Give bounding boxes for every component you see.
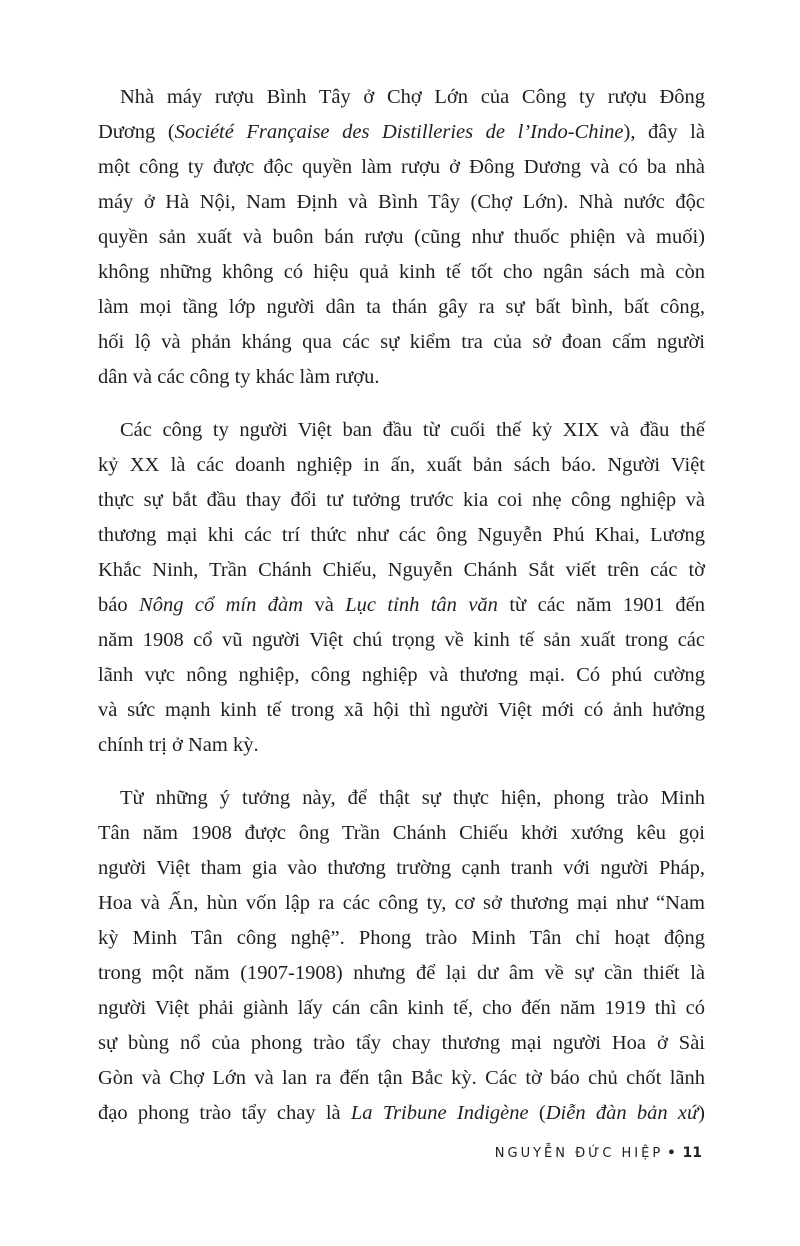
- text-line: [98, 220, 705, 255]
- text-run: Từ những ý tưởng này, để thật sự thực hiện, phong trào Minh: [120, 787, 705, 809]
- text-run: Nhà máy rượu Bình Tây ở Chợ Lớn của Công ty rượu Đông: [120, 86, 705, 108]
- text-line: [98, 1061, 705, 1096]
- text-run: làm mọi tầng lớp người dân ta thán gây ra sự bất bình, bất công,: [98, 296, 705, 318]
- text-run: Hoa và Ấn, hùn vốn lập ra các công ty, cơ sở thương mại như “Nam: [98, 892, 705, 914]
- text-line: [98, 483, 705, 518]
- text-line: [98, 781, 705, 816]
- text-run: Gòn và Chợ Lớn và lan ra đến tận Bắc kỳ. Các tờ báo chủ chốt lãnh: [98, 1067, 705, 1089]
- text-line: [98, 150, 705, 185]
- text-line: [98, 623, 705, 658]
- text-line: [98, 518, 705, 553]
- text-line: [98, 553, 705, 588]
- text-line: [98, 115, 705, 150]
- text-line: [98, 290, 705, 325]
- text-line: [98, 693, 705, 728]
- footer-separator: •: [667, 1146, 676, 1161]
- text-line: [98, 658, 705, 693]
- text-run: từ các năm 1901 đến: [497, 594, 705, 616]
- page-number: 11: [682, 1145, 702, 1161]
- italic-title: Nông cổ mín đàm: [139, 594, 304, 616]
- text-line: [98, 360, 705, 395]
- text-run: trong một năm (1907-1908) nhưng để lại dư âm về sự cần thiết là: [98, 962, 705, 984]
- text-run: người Việt phải giành lấy cán cân kinh tế, cho đến năm 1919 thì có: [98, 997, 705, 1019]
- text-line: [98, 413, 705, 448]
- text-line: [98, 1026, 705, 1061]
- text-run: kỳ Minh Tân công nghệ”. Phong trào Minh Tân chỉ hoạt động: [98, 927, 705, 949]
- text-run: kỷ XX là các doanh nghiệp in ấn, xuất bản sách báo. Người Việt: [98, 454, 705, 476]
- footer-author: NGUYỄN ĐỨC HIỆP: [494, 1146, 664, 1161]
- text-run: chính trị ở Nam kỳ.: [98, 734, 259, 756]
- paragraph: [98, 781, 705, 1131]
- text-run: máy ở Hà Nội, Nam Định và Bình Tây (Chợ Lớn). Nhà nước độc: [98, 191, 705, 213]
- text-line: [98, 1096, 705, 1131]
- italic-title: Lục tỉnh tân văn: [345, 594, 498, 616]
- text-run: lãnh vực nông nghiệp, công nghiệp và thương mại. Có phú cường: [98, 664, 705, 686]
- text-line: [98, 991, 705, 1026]
- italic-title: Société Française des Distilleries de l’Indo-Chine: [174, 121, 624, 143]
- text-run: năm 1908 cổ vũ người Việt chú trọng về kinh tế sản xuất trong các: [98, 629, 705, 651]
- text-run: đạo phong trào tẩy chay là: [98, 1102, 351, 1124]
- paragraph: [98, 413, 705, 763]
- text-run: sự bùng nổ của phong trào tẩy chay thương mại người Hoa ở Sài: [98, 1032, 705, 1054]
- text-run: Khắc Ninh, Trần Chánh Chiếu, Nguyễn Chánh Sắt viết trên các tờ: [98, 559, 705, 581]
- text-run: ): [698, 1102, 705, 1124]
- text-run: ), đây là: [623, 121, 705, 143]
- text-run: và sức mạnh kinh tế trong xã hội thì người Việt mới có ảnh hưởng: [98, 699, 705, 721]
- text-run: Dương (: [98, 121, 175, 143]
- text-line: [98, 886, 705, 921]
- text-line: [98, 728, 705, 763]
- text-run: quyền sản xuất và buôn bán rượu (cũng như thuốc phiện và muối): [98, 226, 705, 248]
- text-line: [98, 851, 705, 886]
- text-run: người Việt tham gia vào thương trường cạnh tranh với người Pháp,: [98, 857, 705, 879]
- italic-title: Diễn đàn bản xứ: [545, 1102, 699, 1124]
- body-text: [98, 80, 705, 1149]
- text-run: Các công ty người Việt ban đầu từ cuối thế kỷ XIX và đầu thế: [120, 419, 705, 441]
- text-run: không những không có hiệu quả kinh tế tốt cho ngân sách mà còn: [98, 261, 705, 283]
- text-run: hối lộ và phản kháng qua các sự kiểm tra của sở đoan cấm người: [98, 331, 705, 353]
- text-line: [98, 80, 705, 115]
- italic-title: La Tribune Indigène: [350, 1102, 529, 1124]
- text-line: [98, 921, 705, 956]
- text-line: [98, 956, 705, 991]
- text-run: Tân năm 1908 được ông Trần Chánh Chiếu khởi xướng kêu gọi: [98, 822, 705, 844]
- text-line: [98, 588, 705, 623]
- text-run: (: [528, 1102, 546, 1124]
- text-run: một công ty được độc quyền làm rượu ở Đông Dương và có ba nhà: [98, 156, 705, 178]
- text-line: [98, 816, 705, 851]
- paragraph: [98, 80, 705, 395]
- text-line: [98, 185, 705, 220]
- text-run: thương mại khi các trí thức như các ông Nguyễn Phú Khai, Lương: [98, 524, 705, 546]
- text-line: [98, 325, 705, 360]
- running-footer: [495, 1142, 702, 1164]
- text-line: [98, 255, 705, 290]
- text-run: báo: [98, 594, 140, 616]
- text-line: [98, 448, 705, 483]
- text-run: thực sự bắt đầu thay đổi tư tưởng trước kia coi nhẹ công nghiệp và: [98, 489, 705, 511]
- text-run: và: [303, 594, 346, 616]
- text-run: dân và các công ty khác làm rượu.: [98, 366, 380, 388]
